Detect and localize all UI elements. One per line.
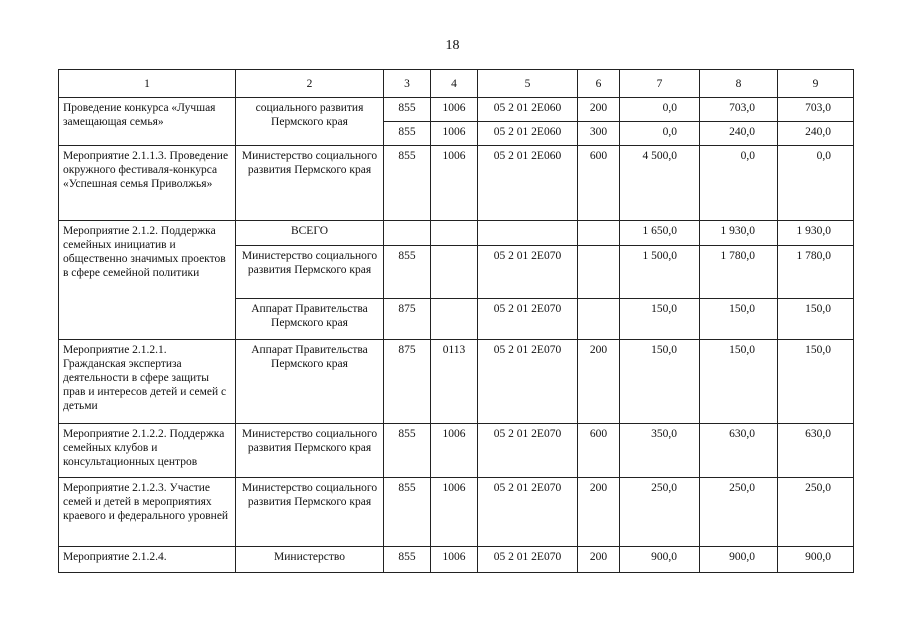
target-article-cell: 05 2 01 2Е070 xyxy=(478,299,578,340)
header-cell: 5 xyxy=(478,70,578,98)
amount-cell-8: 150,0 xyxy=(700,340,778,424)
table-row xyxy=(59,547,854,573)
amount-cell-8: 240,0 xyxy=(700,122,778,146)
target-article-cell: 05 2 01 2Е070 xyxy=(478,478,578,547)
amount-cell-7: 4 500,0 xyxy=(620,146,700,221)
code-cell xyxy=(384,221,431,246)
target-article-cell xyxy=(478,221,578,246)
expense-type-cell: 200 xyxy=(578,478,620,547)
table-row xyxy=(59,424,854,478)
amount-cell-8: 1 780,0 xyxy=(700,246,778,299)
amount-cell-7: 350,0 xyxy=(620,424,700,478)
organization-cell: Министерство социального развития Пермского края xyxy=(236,478,384,547)
header-cell: 1 xyxy=(59,70,236,98)
amount-cell-7: 0,0 xyxy=(620,98,700,122)
header-cell: 9 xyxy=(778,70,854,98)
amount-cell-9: 630,0 xyxy=(778,424,854,478)
amount-cell-7: 150,0 xyxy=(620,340,700,424)
amount-cell-8: 703,0 xyxy=(700,98,778,122)
code-cell: 875 xyxy=(384,340,431,424)
budget-table xyxy=(58,69,854,573)
target-article-cell: 05 2 01 2Е070 xyxy=(478,424,578,478)
organization-cell: Министерство социального развития Пермского края xyxy=(236,146,384,221)
section-cell: 0113 xyxy=(431,340,478,424)
header-cell: 3 xyxy=(384,70,431,98)
event-name-cell: Мероприятие 2.1.2. Поддержка семейных инициатив и общественно значимых проектов в сфере семейной политики xyxy=(59,221,236,340)
code-cell: 855 xyxy=(384,146,431,221)
organization-cell: Аппарат Правительства Пермского края xyxy=(236,299,384,340)
code-cell: 855 xyxy=(384,424,431,478)
section-cell: 1006 xyxy=(431,98,478,122)
header-cell: 8 xyxy=(700,70,778,98)
amount-cell-7: 250,0 xyxy=(620,478,700,547)
expense-type-cell: 600 xyxy=(578,146,620,221)
event-name-cell: Мероприятие 2.1.2.4. xyxy=(59,547,236,573)
page-number: 18 xyxy=(445,38,460,53)
amount-cell-8: 630,0 xyxy=(700,424,778,478)
table-row xyxy=(59,478,854,547)
header-cell: 7 xyxy=(620,70,700,98)
amount-cell-7: 150,0 xyxy=(620,299,700,340)
amount-cell-8: 1 930,0 xyxy=(700,221,778,246)
amount-cell-8: 250,0 xyxy=(700,478,778,547)
organization-cell: Аппарат Правительства Пермского края xyxy=(236,340,384,424)
expense-type-cell: 200 xyxy=(578,98,620,122)
amount-cell-7: 0,0 xyxy=(620,122,700,146)
amount-cell-7: 1 650,0 xyxy=(620,221,700,246)
code-cell: 855 xyxy=(384,122,431,146)
organization-cell: Министерство xyxy=(236,547,384,573)
table-row xyxy=(59,221,854,246)
code-cell: 855 xyxy=(384,478,431,547)
header-cell: 2 xyxy=(236,70,384,98)
amount-cell-9: 150,0 xyxy=(778,299,854,340)
table-row xyxy=(59,146,854,221)
amount-cell-8: 150,0 xyxy=(700,299,778,340)
section-cell: 1006 xyxy=(431,146,478,221)
expense-type-cell xyxy=(578,221,620,246)
amount-cell-9: 703,0 xyxy=(778,98,854,122)
amount-cell-8: 900,0 xyxy=(700,547,778,573)
section-cell: 1006 xyxy=(431,424,478,478)
amount-cell-9: 900,0 xyxy=(778,547,854,573)
code-cell: 855 xyxy=(384,98,431,122)
code-cell: 855 xyxy=(384,246,431,299)
table-row xyxy=(59,340,854,424)
target-article-cell: 05 2 01 2Е070 xyxy=(478,547,578,573)
target-article-cell: 05 2 01 2Е060 xyxy=(478,146,578,221)
organization-cell: Министерство социального развития Пермского края xyxy=(236,424,384,478)
header-cell: 4 xyxy=(431,70,478,98)
organization-cell: социального развития Пермского края xyxy=(236,98,384,146)
target-article-cell: 05 2 01 2Е070 xyxy=(478,340,578,424)
code-cell: 875 xyxy=(384,299,431,340)
organization-cell: ВСЕГО xyxy=(236,221,384,246)
event-name-cell: Мероприятие 2.1.2.3. Участие семей и детей в мероприятиях краевого и федерального уровней xyxy=(59,478,236,547)
section-cell: 1006 xyxy=(431,547,478,573)
amount-cell-9: 1 930,0 xyxy=(778,221,854,246)
event-name-cell: Мероприятие 2.1.1.3. Проведение окружного фестиваля-конкурса «Успешная семья Приволжья» xyxy=(59,146,236,221)
header-row xyxy=(59,70,854,98)
expense-type-cell: 200 xyxy=(578,547,620,573)
amount-cell-9: 0,0 xyxy=(778,146,854,221)
table-row xyxy=(59,98,854,122)
header-cell: 6 xyxy=(578,70,620,98)
expense-type-cell xyxy=(578,299,620,340)
code-cell: 855 xyxy=(384,547,431,573)
event-name-cell: Проведение конкурса «Лучшая замещающая семья» xyxy=(59,98,236,146)
target-article-cell: 05 2 01 2Е070 xyxy=(478,246,578,299)
expense-type-cell xyxy=(578,246,620,299)
amount-cell-8: 0,0 xyxy=(700,146,778,221)
amount-cell-9: 150,0 xyxy=(778,340,854,424)
amount-cell-9: 1 780,0 xyxy=(778,246,854,299)
section-cell: 1006 xyxy=(431,122,478,146)
amount-cell-9: 250,0 xyxy=(778,478,854,547)
event-name-cell: Мероприятие 2.1.2.2. Поддержка семейных клубов и консультационных центров xyxy=(59,424,236,478)
expense-type-cell: 300 xyxy=(578,122,620,146)
target-article-cell: 05 2 01 2Е060 xyxy=(478,122,578,146)
amount-cell-7: 1 500,0 xyxy=(620,246,700,299)
amount-cell-9: 240,0 xyxy=(778,122,854,146)
section-cell: 1006 xyxy=(431,478,478,547)
target-article-cell: 05 2 01 2Е060 xyxy=(478,98,578,122)
organization-cell: Министерство социального развития Пермского края xyxy=(236,246,384,299)
section-cell xyxy=(431,221,478,246)
section-cell xyxy=(431,246,478,299)
amount-cell-7: 900,0 xyxy=(620,547,700,573)
section-cell xyxy=(431,299,478,340)
event-name-cell: Мероприятие 2.1.2.1. Гражданская экспертиза деятельности в сфере защиты прав и интересов детей и семей с детьми xyxy=(59,340,236,424)
expense-type-cell: 600 xyxy=(578,424,620,478)
expense-type-cell: 200 xyxy=(578,340,620,424)
